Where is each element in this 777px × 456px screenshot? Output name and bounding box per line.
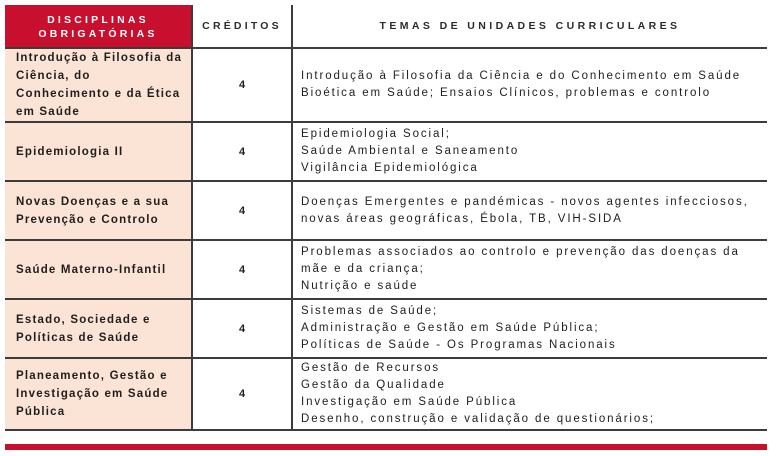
curriculum-table-container: [5, 5, 767, 431]
curriculum-table: [5, 5, 767, 431]
table-header: [5, 5, 767, 48]
temas-cell: [292, 48, 767, 122]
disciplina-cell: Epidemiologia II: [5, 122, 192, 181]
header-creditos: CRÉDITOS: [192, 5, 292, 48]
creditos-cell: 4: [192, 358, 292, 430]
tema-line: Epidemiologia Social;: [301, 128, 451, 140]
temas-cell: [292, 181, 767, 240]
table-row: [5, 48, 767, 122]
temas-cell: [292, 299, 767, 358]
tema-line: Vigilância Epidemiológica: [301, 162, 479, 174]
tema-line: Sistemas de Saúde;: [301, 305, 439, 317]
tema-line: Nutrição e saúde: [301, 280, 419, 292]
tema-line: Gestão de Recursos: [301, 362, 441, 374]
header-disciplinas-line1: DISCIPLINAS: [47, 14, 149, 26]
tema-line: Saúde Ambiental e Saneamento: [301, 145, 520, 157]
creditos-cell: 4: [192, 181, 292, 240]
tema-line: Gestão da Qualidade: [301, 379, 446, 391]
creditos-cell: 4: [192, 122, 292, 181]
temas-cell: [292, 240, 767, 299]
tema-line: Desenho, construção e validação de questionários;: [301, 413, 655, 425]
header-disciplinas: [5, 5, 192, 48]
tema-line: Doenças Emergentes e pandémicas - novos agentes infecciosos, novas áreas geográficas, Ébola, TB, VIH-SIDA: [301, 195, 749, 225]
table-row: [5, 240, 767, 299]
temas-cell: [292, 358, 767, 430]
tema-line: Investigação em Saúde Pública: [301, 396, 518, 408]
disciplina-cell: Planeamento, Gestão e Investigação em Saúde Pública: [5, 358, 192, 430]
header-temas: TEMAS DE UNIDADES CURRICULARES: [292, 5, 767, 48]
header-disciplinas-line2: OBRIGATÓRIAS: [38, 28, 158, 40]
tema-line: Bioética em Saúde; Ensaios Clínicos, problemas e controlo: [301, 87, 712, 99]
disciplina-cell: Saúde Materno-Infantil: [5, 240, 192, 299]
tema-line: Administração e Gestão em Saúde Pública;: [301, 322, 600, 334]
tema-line: Políticas de Saúde - Os Programas Nacionais: [301, 339, 617, 351]
table-body: [5, 48, 767, 430]
table-row: [5, 181, 767, 240]
temas-cell: [292, 122, 767, 181]
tema-line: Problemas associados ao controlo e prevenção das doenças da mãe e da criança;: [301, 246, 740, 275]
creditos-cell: 4: [192, 48, 292, 122]
table-row: [5, 122, 767, 181]
creditos-cell: 4: [192, 299, 292, 358]
creditos-cell: 4: [192, 240, 292, 299]
disciplina-cell: Estado, Sociedade e Políticas de Saúde: [5, 299, 192, 358]
disciplina-cell: Novas Doenças e a sua Prevenção e Controlo: [5, 181, 192, 240]
header-row: [5, 5, 767, 48]
bottom-accent-bar: [5, 444, 767, 450]
table-row: [5, 299, 767, 358]
tema-line: Introdução à Filosofia da Ciência e do Conhecimento em Saúde: [301, 70, 742, 82]
disciplina-cell: Introdução à Filosofia da Ciência, do Conhecimento e da Ética em Saúde: [5, 48, 192, 122]
table-row: [5, 358, 767, 430]
